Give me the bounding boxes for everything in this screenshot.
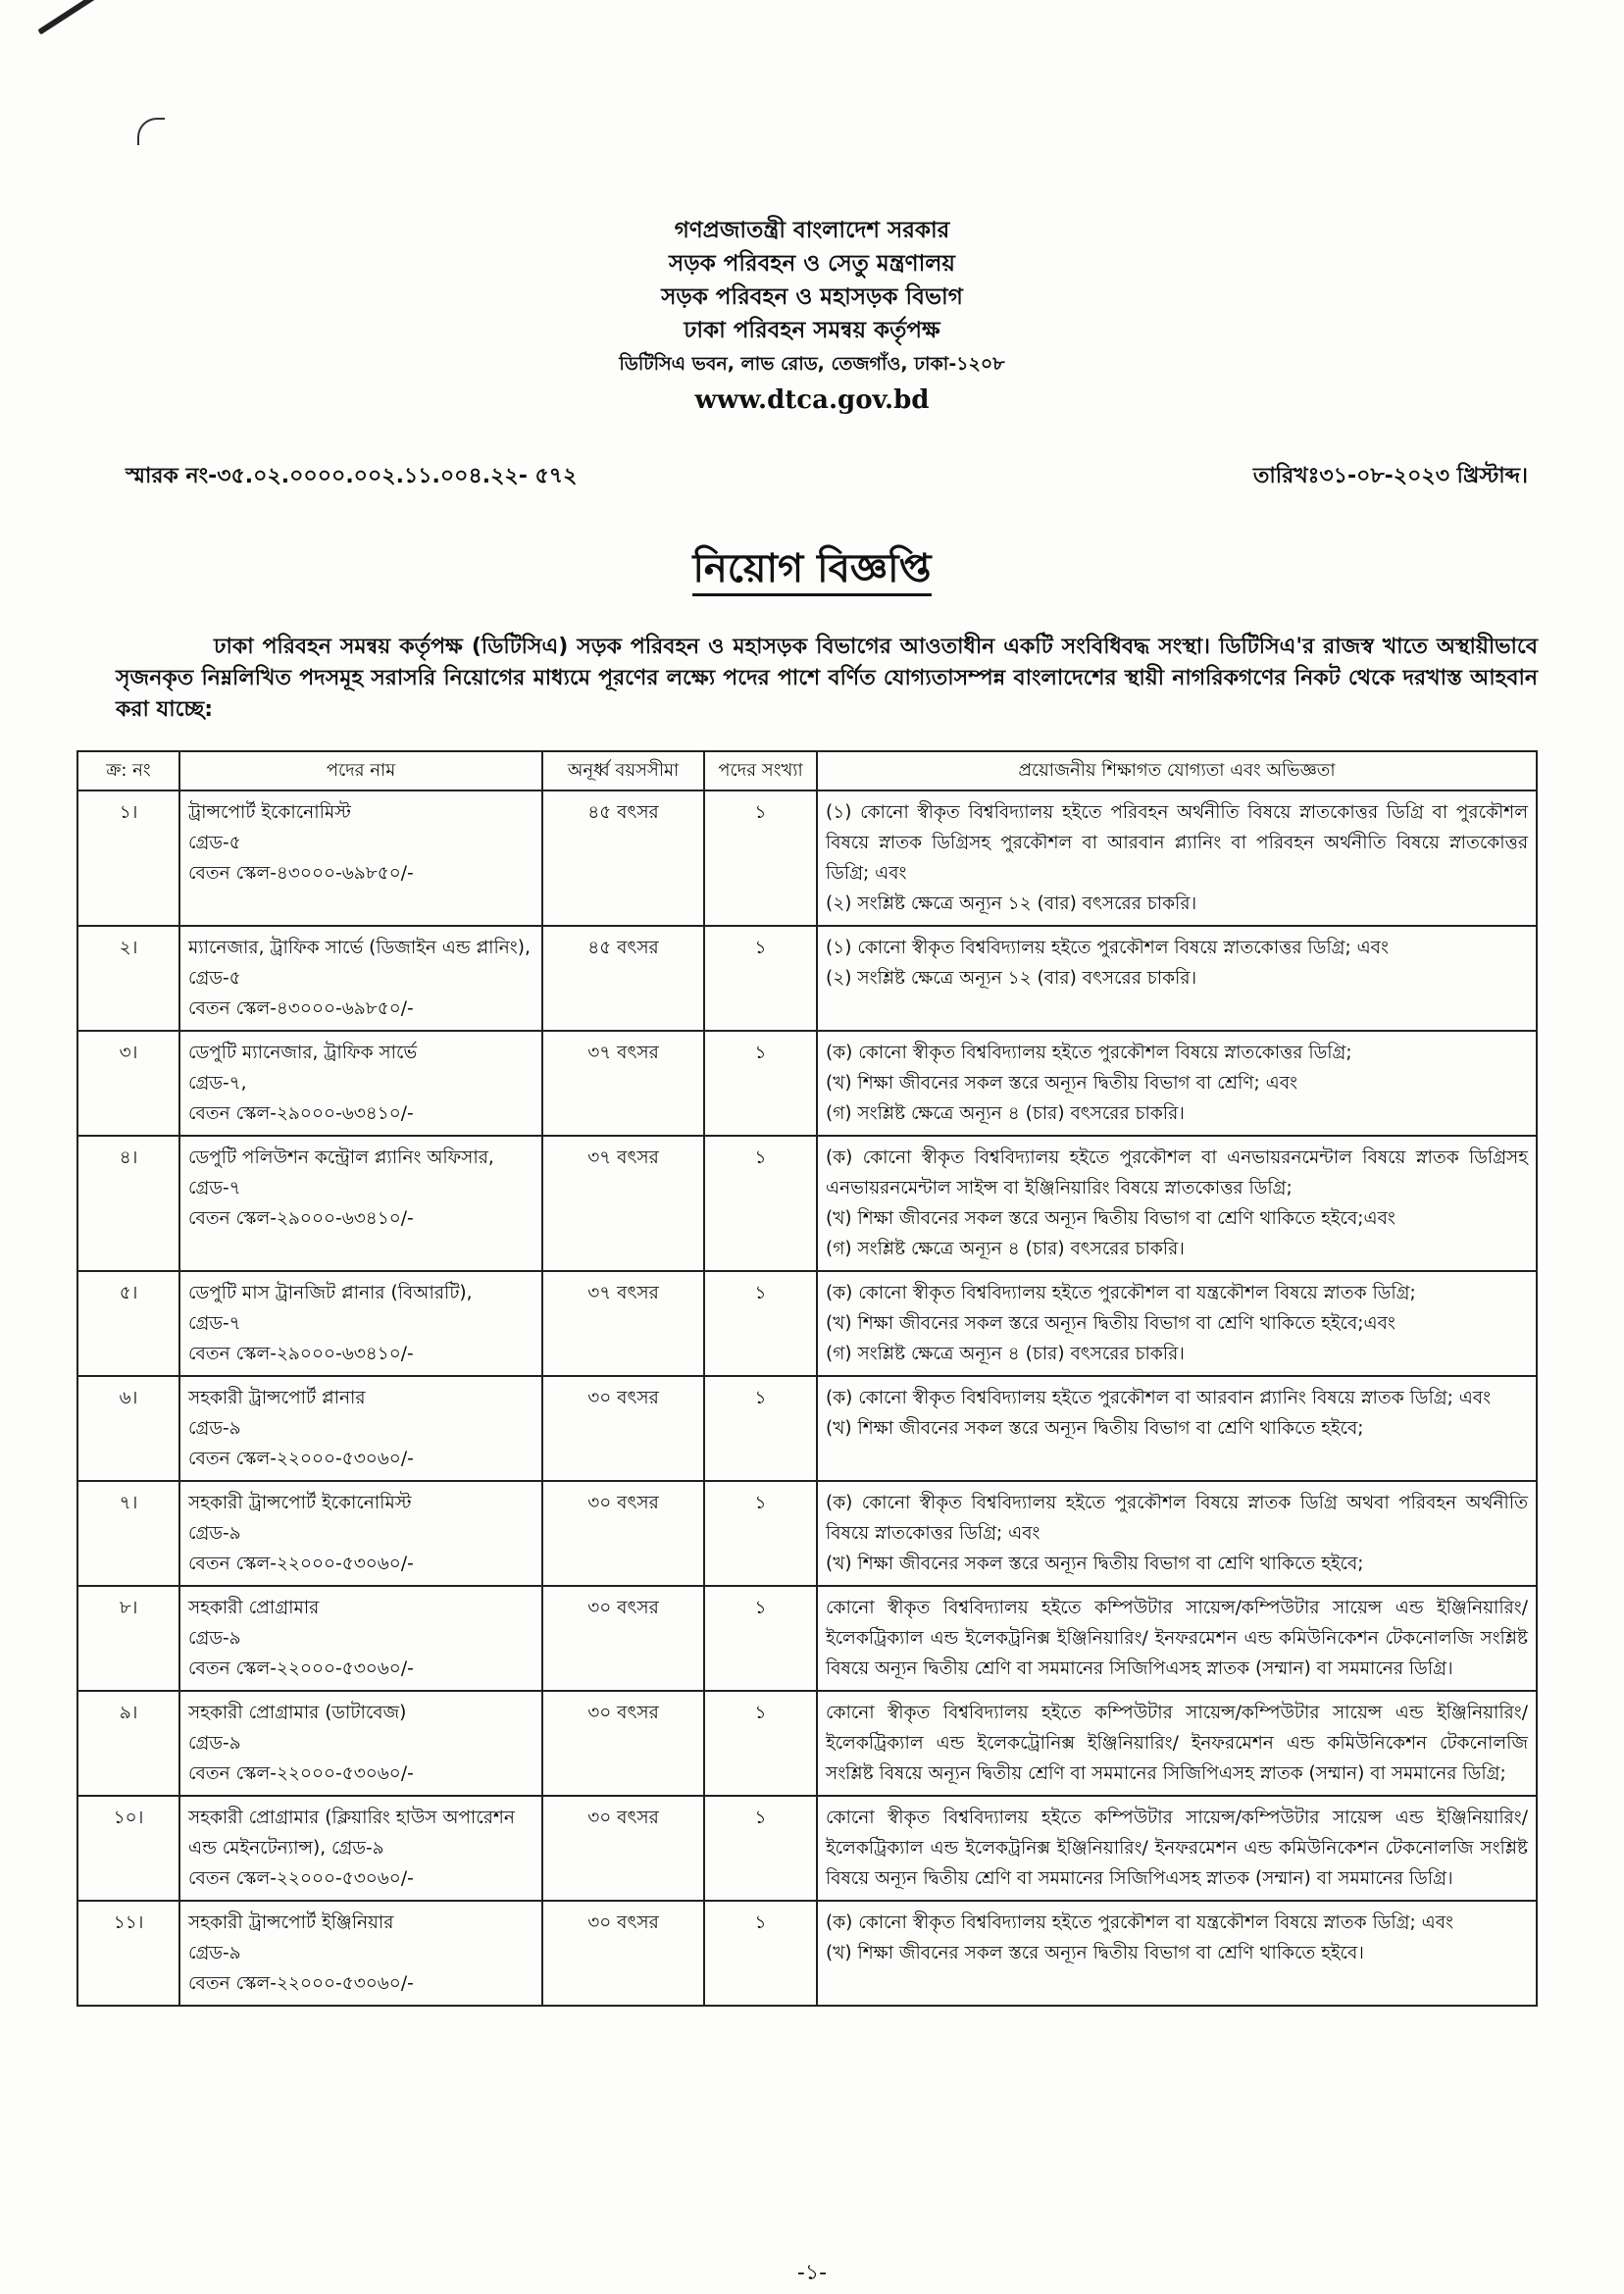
qualification-item: কোনো স্বীকৃত বিশ্ববিদ্যালয় হইতে কম্পিউটার সায়েন্স/কম্পিউটার সায়েন্স এন্ড ইঞ্জিনিয়ারিং/ইলেকট্রিক্যাল এন্ড ইলেকট্রনিক্স ইঞ্জিনিয়ারিং/ ইনফরমেশন এন্ড কমিউনিকেশন টেকনোলজি সংশ্লিষ্ট বিষয়ে অন্যূন দ্বিতীয় শ্রেণি বা সমমানের সিজিপিএসহ স্নাতক (সম্মান) বা সমমানের ডিগ্রি।	[826, 1598, 1528, 1679]
header-age: অনূর্ধ্ব বয়সসীমা	[542, 751, 704, 790]
pay-scale: বেতন স্কেল-২২০০০-৫৩০৬০/-	[188, 1449, 414, 1469]
cell-post-count: ১	[704, 1796, 817, 1901]
cell-age-limit: ৩০ বৎসর	[542, 1691, 704, 1796]
post-grade: গ্রেড-৯	[188, 1733, 241, 1754]
header-count: পদের সংখ্যা	[704, 751, 817, 790]
cell-post	[179, 1901, 542, 2006]
cell-post	[179, 1691, 542, 1796]
division-name: সড়ক পরিবহন ও মহাসড়ক বিভাগ	[661, 284, 963, 310]
post-name: ডেপুটি ম্যানেজার, ট্রাফিক সার্ভে	[188, 1043, 418, 1063]
post-name: সহকারী ট্রান্সপোর্ট ইঞ্জিনিয়ার	[188, 1912, 394, 1933]
table-row	[77, 1691, 1537, 1796]
pay-scale: বেতন স্কেল-২৯০০০-৬৩৪১০/-	[188, 1344, 414, 1364]
qualification-item: (ক) কোনো স্বীকৃত বিশ্ববিদ্যালয় হইতে পুরকৌশল বা যন্ত্রকৌশল বিষয়ে স্নাতক ডিগ্রি; এবং	[826, 1912, 1453, 1933]
cell-post	[179, 1376, 542, 1481]
cell-serial: ২।	[77, 926, 179, 1031]
cell-age-limit: ৩০ বৎসর	[542, 1586, 704, 1691]
hand-drawn-mark	[137, 118, 165, 145]
table-row	[77, 1796, 1537, 1901]
pay-scale: বেতন স্কেল-২২০০০-৫৩০৬০/-	[188, 1554, 414, 1574]
pay-scale: বেতন স্কেল-২২০০০-৫৩০৬০/-	[188, 1763, 414, 1784]
pay-scale: বেতন স্কেল-৪৩০০০-৬৯৮৫০/-	[188, 863, 414, 884]
memo-date: তারিখঃ৩১-০৮-২০২৩ খ্রিস্টাব্দ।	[1252, 464, 1528, 488]
table-row	[77, 1481, 1537, 1586]
post-name: ম্যানেজার, ট্রাফিক সার্ভে (ডিজাইন এন্ড প্লানিং), গ্রেড-৫	[188, 938, 531, 989]
table-row	[77, 1586, 1537, 1691]
cell-age-limit: ৩০ বৎসর	[542, 1901, 704, 2006]
post-name: সহকারী প্রোগ্রামার (ডাটাবেজ)	[188, 1703, 407, 1723]
cell-serial: ১০।	[77, 1796, 179, 1901]
cell-qualification	[817, 1271, 1537, 1376]
cell-post-count: ১	[704, 790, 817, 926]
cell-serial: ৩।	[77, 1031, 179, 1136]
cell-qualification	[817, 926, 1537, 1031]
qualification-item: (গ) সংশ্লিষ্ট ক্ষেত্রে অন্যূন ৪ (চার) বৎসরের চাকরি।	[826, 1344, 1185, 1364]
qualification-item: (খ) শিক্ষা জীবনের সকল স্তরে অন্যূন দ্বিতীয় বিভাগ বা শ্রেণি থাকিতে হইবে;	[826, 1418, 1364, 1439]
table-row	[77, 1376, 1537, 1481]
qualification-item: (খ) শিক্ষা জীবনের সকল স্তরে অন্যূন দ্বিতীয় বিভাগ বা শ্রেণি; এবং	[826, 1073, 1297, 1094]
cell-age-limit: ৩৭ বৎসর	[542, 1271, 704, 1376]
qualification-item: কোনো স্বীকৃত বিশ্ববিদ্যালয় হইতে কম্পিউটার সায়েন্স/কম্পিউটার সায়েন্স এন্ড ইঞ্জিনিয়ারিং/ইলেকট্রিক্যাল এন্ড ইলেকট্রনিক্স ইঞ্জিনিয়ারিং/ ইনফরমেশন এন্ড কমিউনিকেশন টেকনোলজি সংশ্লিষ্ট বিষয়ে অন্যূন দ্বিতীয় শ্রেণি বা সমমানের সিজিপিএসহ স্নাতক (সম্মান) বা সমমানের ডিগ্রি।	[826, 1808, 1528, 1889]
cell-qualification	[817, 1031, 1537, 1136]
table-row	[77, 1031, 1537, 1136]
post-name: সহকারী প্রোগ্রামার (ক্লিয়ারিং হাউস অপারেশন এন্ড মেইনটেন্যান্স), গ্রেড-৯	[188, 1808, 515, 1859]
pay-scale: বেতন স্কেল-২২০০০-৫৩০৬০/-	[188, 1658, 414, 1679]
qualification-item: (ক) কোনো স্বীকৃত বিশ্ববিদ্যালয় হইতে পুরকৌশল বা আরবান প্ল্যানিং বিষয়ে স্নাতক ডিগ্রি; এবং	[826, 1388, 1492, 1408]
qualification-item: (ক) কোনো স্বীকৃত বিশ্ববিদ্যালয় হইতে পুরকৌশল বা এনভায়রনমেন্টাল বিষয়ে স্নাতক ডিগ্রিসহ এনভায়রনমেন্টাল সাইন্স বা ইঞ্জিনিয়ারিং বিষয়ে স্নাতকোত্তর ডিগ্রি;	[826, 1147, 1528, 1198]
post-name: ডেপুটি মাস ট্রানজিট প্লানার (বিআরটি),	[188, 1283, 473, 1303]
cell-post-count: ১	[704, 1586, 817, 1691]
cell-serial: ৭।	[77, 1481, 179, 1586]
cell-serial: ৬।	[77, 1376, 179, 1481]
cell-qualification	[817, 1481, 1537, 1586]
authority-name: ঢাকা পরিবহন সমন্বয় কর্তৃপক্ষ	[684, 318, 940, 343]
header-post: পদের নাম	[179, 751, 542, 790]
letterhead	[0, 214, 1624, 420]
cell-age-limit: ৪৫ বৎসর	[542, 926, 704, 1031]
cell-post	[179, 926, 542, 1031]
cell-post	[179, 1796, 542, 1901]
header-qualification: প্রয়োজনীয় শিক্ষাগত যোগ্যতা এবং অভিজ্ঞতা	[817, 751, 1537, 790]
qualification-item: (ক) কোনো স্বীকৃত বিশ্ববিদ্যালয় হইতে পুরকৌশল বিষয়ে স্নাতক ডিগ্রি অথবা পরিবহন অর্থনীতি বিষয়ে স্নাতকোত্তর ডিগ্রি; এবং	[826, 1493, 1528, 1544]
memo-number: স্মারক নং-৩৫.০২.০০০০.০০২.১১.০০৪.২২- ৫৭২	[126, 464, 578, 488]
cell-post-count: ১	[704, 1271, 817, 1376]
qualification-item: (১) কোনো স্বীকৃত বিশ্ববিদ্যালয় হইতে পরিবহন অর্থনীতি বিষয়ে স্নাতকোত্তর ডিগ্রি বা পুরকৌশল বিষয়ে স্নাতক ডিগ্রিসহ পুরকৌশল বা আরবান প্ল্যানিং বা পরিবহন অর্থনীতি বিষয়ে স্নাতকোত্তর ডিগ্রি; এবং	[826, 802, 1528, 884]
posts-table	[76, 750, 1538, 2007]
post-grade: গ্রেড-৫	[188, 833, 241, 853]
cell-post	[179, 1271, 542, 1376]
cell-age-limit: ৩০ বৎসর	[542, 1481, 704, 1586]
qualification-item: (গ) সংশ্লিষ্ট ক্ষেত্রে অন্যূন ৪ (চার) বৎসরের চাকরি।	[826, 1103, 1185, 1124]
qualification-item: (২) সংশ্লিষ্ট ক্ষেত্রে অন্যূন ১২ (বার) বৎসরের চাকরি।	[826, 893, 1197, 914]
post-name: সহকারী ট্রান্সপোর্ট ইকোনোমিস্ট	[188, 1493, 412, 1513]
table-row	[77, 1136, 1537, 1271]
cell-serial: ৯।	[77, 1691, 179, 1796]
cell-age-limit: ৩০ বৎসর	[542, 1796, 704, 1901]
qualification-item: (খ) শিক্ষা জীবনের সকল স্তরে অন্যূন দ্বিতীয় বিভাগ বা শ্রেণি থাকিতে হইবে;এবং	[826, 1208, 1396, 1229]
pay-scale: বেতন স্কেল-২৯০০০-৬৩৪১০/-	[188, 1103, 414, 1124]
post-grade: গ্রেড-৯	[188, 1628, 241, 1649]
cell-post-count: ১	[704, 1901, 817, 2006]
table-header-row	[77, 751, 1537, 790]
post-name: সহকারী ট্রান্সপোর্ট প্লানার	[188, 1388, 366, 1408]
page-number: -১-	[796, 2261, 828, 2285]
govt-name: গণপ্রজাতন্ত্রী বাংলাদেশ সরকার	[674, 218, 950, 243]
pen-stroke-mark	[37, 0, 123, 35]
ministry-name: সড়ক পরিবহন ও সেতু মন্ত্রণালয়	[669, 251, 955, 277]
cell-post-count: ১	[704, 1691, 817, 1796]
cell-post-count: ১	[704, 1481, 817, 1586]
qualification-item: (খ) শিক্ষা জীবনের সকল স্তরে অন্যূন দ্বিতীয় বিভাগ বা শ্রেণি থাকিতে হইবে।	[826, 1943, 1364, 1963]
cell-post	[179, 790, 542, 926]
post-name: ডেপুটি পলিউশন কন্ট্রোল প্ল্যানিং অফিসার, গ্রেড-৭	[188, 1147, 494, 1198]
cell-serial: ১১।	[77, 1901, 179, 2006]
cell-qualification	[817, 1376, 1537, 1481]
cell-serial: ৪।	[77, 1136, 179, 1271]
table-row	[77, 790, 1537, 926]
cell-qualification	[817, 1136, 1537, 1271]
table-body	[77, 790, 1537, 2006]
intro-paragraph: ঢাকা পরিবহন সমন্বয় কর্তৃপক্ষ (ডিটিসিএ) সড়ক পরিবহন ও মহাসড়ক বিভাগের আওতাধীন একটি সংবিধিবদ্ধ সংস্থা। ডিটিসিএ'র রাজস্ব খাতে অস্থায়ীভাবে সৃজনকৃত নিম্নলিখিত পদসমূহ সরাসরি নিয়োগের মাধ্যমে পূরণের লক্ষ্যে পদের পাশে বর্ণিত যোগ্যতাসম্পন্ন বাংলাদেশের স্থায়ী নাগরিকগণের নিকট থেকে দরখাস্ত আহবান করা যাচ্ছে:	[116, 635, 1538, 722]
qualification-item: (খ) শিক্ষা জীবনের সকল স্তরে অন্যূন দ্বিতীয় বিভাগ বা শ্রেণি থাকিতে হইবে;এবং	[826, 1313, 1396, 1334]
cell-serial: ৫।	[77, 1271, 179, 1376]
pay-scale: বেতন স্কেল-৪৩০০০-৬৯৮৫০/-	[188, 998, 414, 1019]
post-name: সহকারী প্রোগ্রামার	[188, 1598, 320, 1618]
table-row	[77, 926, 1537, 1031]
post-grade: গ্রেড-৯	[188, 1943, 241, 1963]
post-grade: গ্রেড-৭	[188, 1313, 241, 1334]
qualification-item: (২) সংশ্লিষ্ট ক্ষেত্রে অন্যূন ১২ (বার) বৎসরের চাকরি।	[826, 968, 1197, 989]
cell-qualification	[817, 790, 1537, 926]
post-grade: গ্রেড-৯	[188, 1418, 241, 1439]
office-address: ডিটিসিএ ভবন, লাভ রোড, তেজগাঁও, ঢাকা-১২০৮	[619, 353, 1005, 375]
cell-post-count: ১	[704, 1031, 817, 1136]
post-name: ট্রান্সপোর্ট ইকোনোমিস্ট	[188, 802, 351, 823]
cell-age-limit: ৩৭ বৎসর	[542, 1031, 704, 1136]
pay-scale: বেতন স্কেল-২৯০০০-৬৩৪১০/-	[188, 1208, 414, 1229]
qualification-item: (ক) কোনো স্বীকৃত বিশ্ববিদ্যালয় হইতে পুরকৌশল বিষয়ে স্নাতকোত্তর ডিগ্রি;	[826, 1043, 1352, 1063]
cell-post	[179, 1031, 542, 1136]
cell-qualification	[817, 1691, 1537, 1796]
table-row	[77, 1901, 1537, 2006]
cell-post	[179, 1136, 542, 1271]
header-serial: ক্র: নং	[77, 751, 179, 790]
qualification-item: (খ) শিক্ষা জীবনের সকল স্তরে অন্যূন দ্বিতীয় বিভাগ বা শ্রেণি থাকিতে হইবে;	[826, 1554, 1364, 1574]
cell-serial: ১।	[77, 790, 179, 926]
notice-title	[0, 537, 1624, 603]
cell-serial: ৮।	[77, 1586, 179, 1691]
post-grade: গ্রেড-৯	[188, 1523, 241, 1544]
table-row	[77, 1271, 1537, 1376]
pay-scale: বেতন স্কেল-২২০০০-৫৩০৬০/-	[188, 1868, 414, 1889]
pay-scale: বেতন স্কেল-২২০০০-৫৩০৬০/-	[188, 1973, 414, 1994]
qualification-item: কোনো স্বীকৃত বিশ্ববিদ্যালয় হইতে কম্পিউটার সায়েন্স/কম্পিউটার সায়েন্স এন্ড ইঞ্জিনিয়ারিং/ইলেকট্রিক্যাল এন্ড ইলেকট্রোনিক্স ইঞ্জিনিয়ারিং/ ইনফরমেশন এন্ড কমিউনিকেশন টেকনোলজি সংশ্লিষ্ট বিষয়ে অন্যূন দ্বিতীয় শ্রেণি বা সমমানের সিজিপিএসহ স্নাতক (সম্মান) বা সমমানের ডিগ্রি;	[826, 1703, 1528, 1784]
cell-post	[179, 1481, 542, 1586]
cell-age-limit: ৩৭ বৎসর	[542, 1136, 704, 1271]
qualification-item: (গ) সংশ্লিষ্ট ক্ষেত্রে অন্যূন ৪ (চার) বৎসরের চাকরি।	[826, 1239, 1185, 1259]
cell-age-limit: ৪৫ বৎসর	[542, 790, 704, 926]
cell-post-count: ১	[704, 1376, 817, 1481]
cell-post-count: ১	[704, 1136, 817, 1271]
cell-qualification	[817, 1796, 1537, 1901]
cell-post	[179, 1586, 542, 1691]
cell-qualification	[817, 1586, 1537, 1691]
cell-qualification	[817, 1901, 1537, 2006]
qualification-item: (১) কোনো স্বীকৃত বিশ্ববিদ্যালয় হইতে পুরকৌশল বিষয়ে স্নাতকোত্তর ডিগ্রি; এবং	[826, 938, 1389, 958]
website-url: www.dtca.gov.bd	[694, 385, 930, 415]
notice-title-text: নিয়োগ বিজ্ঞপ্তি	[692, 546, 931, 596]
qualification-item: (ক) কোনো স্বীকৃত বিশ্ববিদ্যালয় হইতে পুরকৌশল বা যন্ত্রকৌশল বিষয়ে স্নাতক ডিগ্রি;	[826, 1283, 1416, 1303]
cell-post-count: ১	[704, 926, 817, 1031]
cell-age-limit: ৩০ বৎসর	[542, 1376, 704, 1481]
post-grade: গ্রেড-৭,	[188, 1073, 247, 1094]
